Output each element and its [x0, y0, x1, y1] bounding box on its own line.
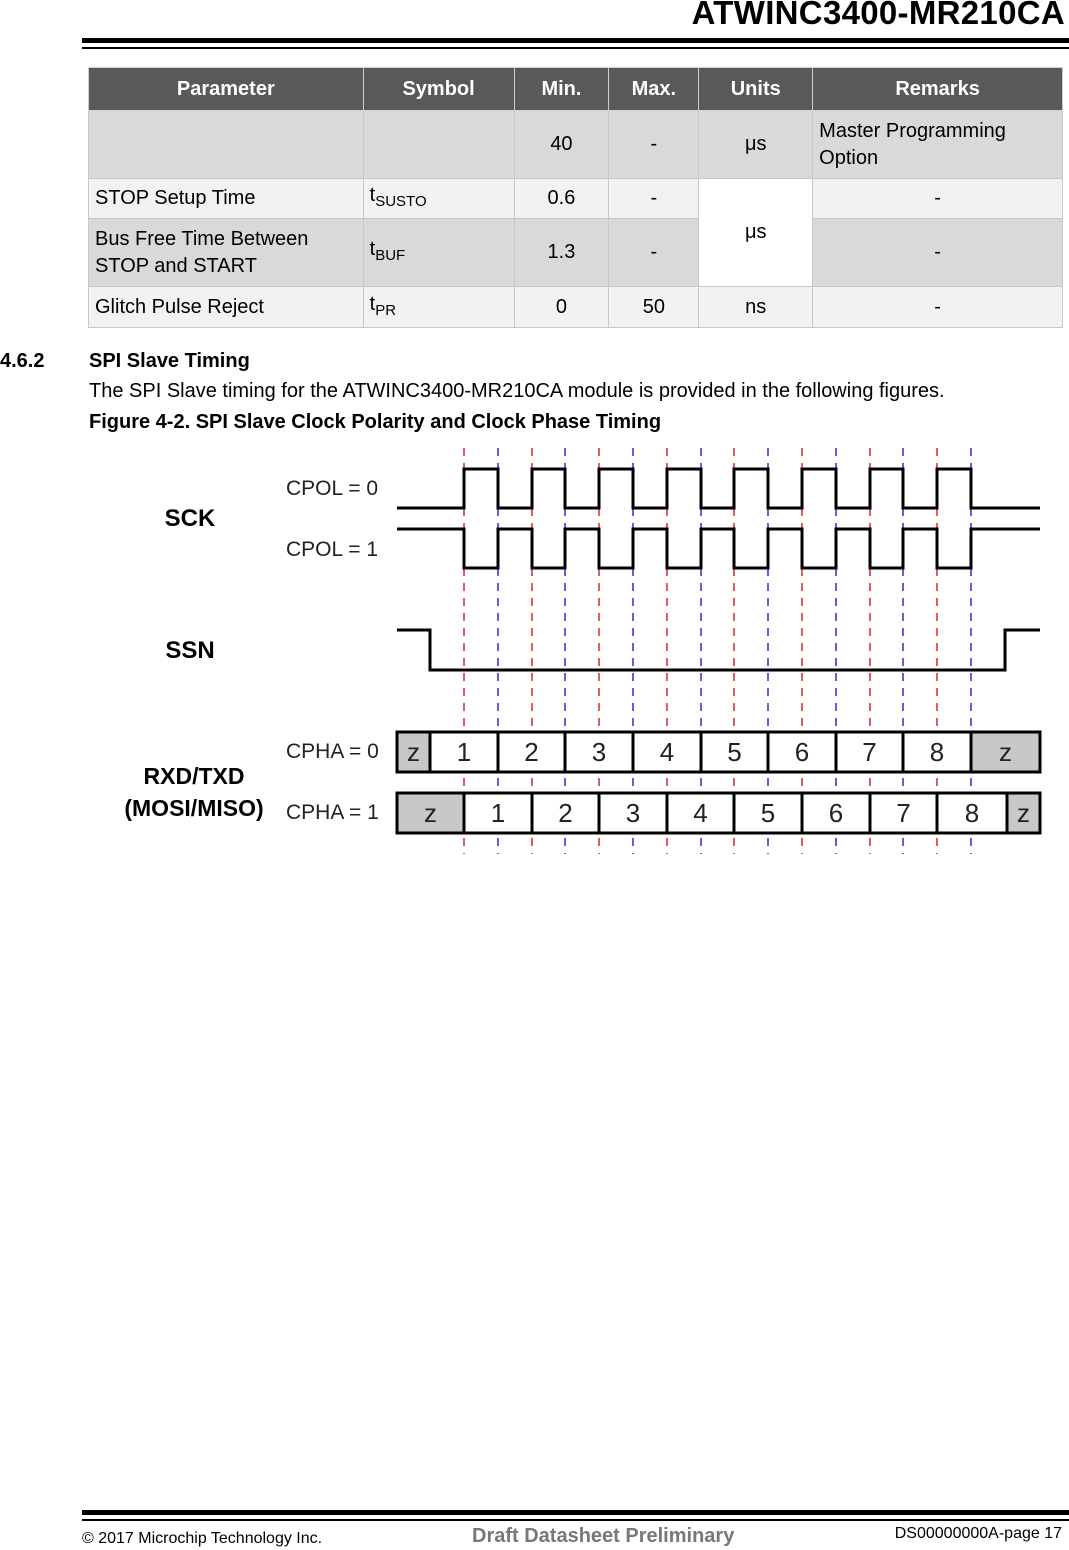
bit-label: 1	[456, 737, 472, 767]
header-rule-thin	[82, 47, 1069, 49]
column-header: Symbol	[363, 68, 514, 111]
table-row	[89, 179, 1063, 219]
cpha1-label: CPHA = 1	[286, 801, 379, 824]
bit-label: 4	[659, 737, 675, 767]
units-cell: μs	[699, 111, 813, 179]
cpol1-label: CPOL = 1	[286, 538, 379, 561]
table-row	[89, 111, 1063, 179]
column-header: Max.	[609, 68, 699, 111]
footer-rule-thick	[82, 1510, 1069, 1515]
max-cell: -	[609, 179, 699, 219]
section-title: SPI Slave Timing	[89, 350, 250, 372]
section-body: The SPI Slave timing for the ATWINC3400-MR210CA module is provided in the following figures.	[89, 380, 945, 402]
bit-label: 7	[862, 737, 877, 767]
bit-label: 2	[558, 798, 573, 828]
remarks-cell: -	[813, 287, 1063, 328]
sck-cpol0-waveform	[397, 469, 1040, 508]
data-label-line2: (MOSI/MISO)	[124, 795, 264, 821]
table-row	[89, 287, 1063, 328]
bit-label: z	[999, 737, 1012, 767]
parameter-cell	[89, 111, 364, 179]
footer-draft-notice: Draft Datasheet Preliminary	[472, 1525, 735, 1547]
sck-label: SCK	[164, 505, 216, 532]
timing-table	[88, 67, 1063, 328]
footer-copyright: © 2017 Microchip Technology Inc.	[82, 1530, 323, 1547]
symbol-cell: $t_{PR}$	[363, 287, 514, 328]
column-header: Remarks	[813, 68, 1063, 111]
bit-label: z	[1017, 798, 1030, 828]
remarks-cell: -	[813, 219, 1063, 287]
parameter-cell: Glitch Pulse Reject	[89, 287, 364, 328]
cpol0-label: CPOL = 0	[286, 477, 379, 500]
parameter-cell: STOP Setup Time	[89, 179, 364, 219]
max-cell: -	[609, 219, 699, 287]
section-number: 4.6.2	[0, 350, 45, 372]
units-cell: μs	[699, 179, 813, 287]
min-cell: 40	[514, 111, 609, 179]
footer-page-number: DS00000000A-page 17	[894, 1525, 1062, 1542]
bit-label: 7	[896, 798, 911, 828]
min-cell: 0.6	[514, 179, 609, 219]
bit-label: 8	[929, 737, 945, 767]
bit-label: 2	[524, 737, 539, 767]
table-row	[89, 219, 1063, 287]
ssn-waveform	[397, 630, 1040, 670]
symbol-cell: $t_{SUSTO}$	[363, 179, 514, 219]
max-cell: -	[609, 111, 699, 179]
column-header: Units	[699, 68, 813, 111]
min-cell: 1.3	[514, 219, 609, 287]
table-header-row	[89, 68, 1063, 111]
bit-label: 8	[964, 798, 980, 828]
bit-label: 1	[490, 798, 506, 828]
bit-label: z	[424, 798, 437, 828]
spi-timing-diagram	[0, 440, 1069, 860]
bit-label: 3	[625, 798, 641, 828]
cpha1-data-row	[397, 793, 1040, 833]
bit-label: 4	[693, 798, 708, 828]
symbol-cell: $t_{BUF}$	[363, 219, 514, 287]
sck-cpol1-waveform	[397, 529, 1040, 568]
max-cell: 50	[609, 287, 699, 328]
parameter-cell: Bus Free Time Between STOP and START	[89, 219, 364, 287]
remarks-cell: Master Programming Option	[813, 111, 1063, 179]
bit-label: 5	[760, 798, 776, 828]
bit-label: 3	[591, 737, 607, 767]
cpha0-data-row	[397, 732, 1040, 772]
bit-label: 6	[828, 798, 844, 828]
cpha0-label: CPHA = 0	[286, 740, 379, 763]
data-label-line1: RXD/TXD	[143, 763, 245, 789]
symbol-cell	[363, 111, 514, 179]
units-cell: ns	[699, 287, 813, 328]
header-rule-thick	[82, 38, 1069, 43]
remarks-cell: -	[813, 179, 1063, 219]
figure-caption: Figure 4-2. SPI Slave Clock Polarity and Clock Phase Timing	[89, 411, 662, 433]
min-cell: 0	[514, 287, 609, 328]
bit-label: z	[407, 737, 420, 767]
document-title: ATWINC3400-MR210CA	[691, 0, 1065, 31]
column-header: Min.	[514, 68, 609, 111]
column-header: Parameter	[89, 68, 364, 111]
bit-label: 5	[727, 737, 742, 767]
bit-label: 6	[794, 737, 810, 767]
footer-rule-thin	[82, 1519, 1069, 1521]
ssn-label: SSN	[165, 637, 215, 664]
